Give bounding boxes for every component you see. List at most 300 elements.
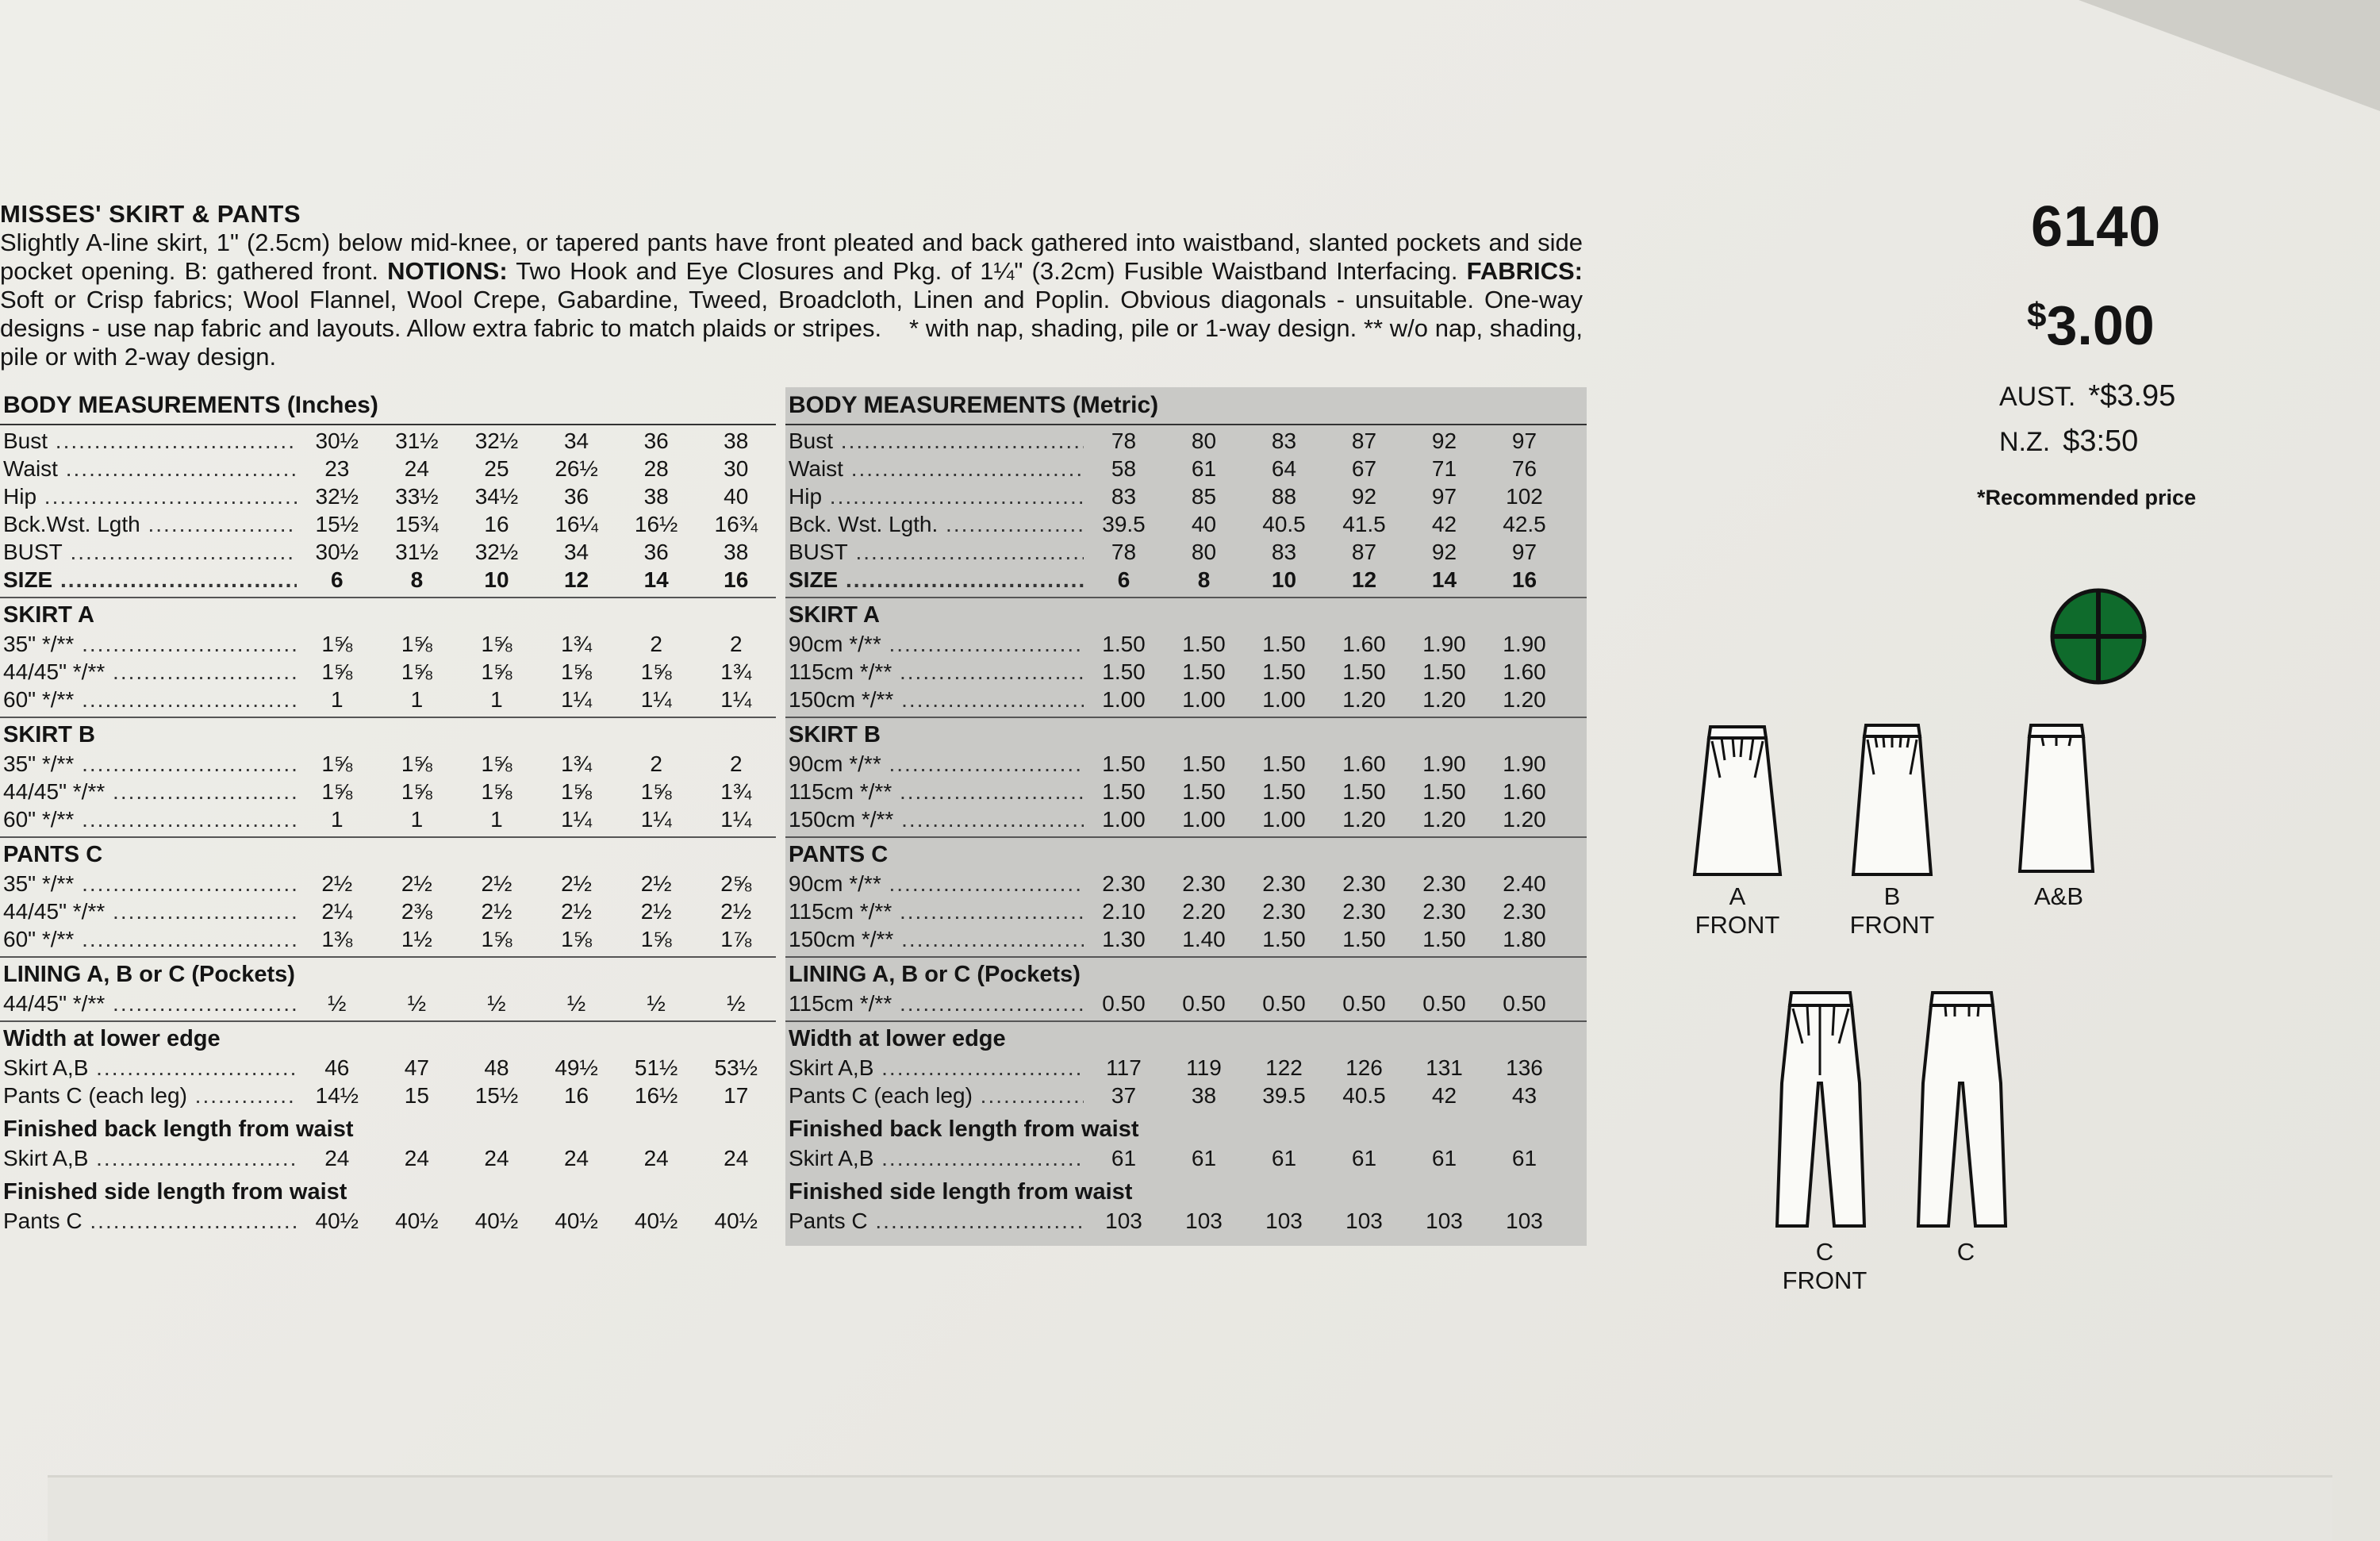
size-value-cell: 1 [490,807,503,832]
size-value-cell: 1⅝ [561,659,593,684]
row-label: Waist ..... [785,455,1084,482]
size-value-cell: 1⅝ [561,779,593,804]
row-label: BUST ..... [785,538,1084,566]
size-value-cell: 78 [1111,540,1137,564]
table-row [785,630,1587,658]
row-label: Bust ..... [0,427,297,455]
size-value-cell: 1½ [401,927,432,951]
size-value-cell: 1.50 [1262,751,1306,776]
size-value-cell: 1¼ [561,807,593,832]
size-value-cell: 2.30 [1182,871,1226,896]
row-label: 60" */** ..... [0,925,297,953]
size-value-cell: 41.5 [1342,512,1386,536]
size-value-cell: 17 [724,1083,749,1108]
row-label: 35" */** ..... [0,750,297,778]
size-value-cell: 97 [1431,484,1457,509]
size-value-cell: 1 [410,687,424,712]
size-value-cell: 16 [724,567,749,592]
size-value-cell: 2⅜ [401,899,432,924]
size-value-cell: 1.50 [1262,659,1306,684]
metric-section [785,1175,1587,1238]
size-value-cell: 31½ [395,428,439,453]
size-value-cell: 1⅜ [321,927,353,951]
price-amount: 3.00 [2046,294,2155,356]
size-value-cell: 16 [563,1083,589,1108]
table-row [785,658,1587,686]
size-value-cell: 58 [1111,456,1137,481]
row-label: 150cm */** ..... [785,925,1084,953]
size-value-cell: 43 [1511,1083,1537,1108]
pattern-title: MISSES' SKIRT & PANTS [0,200,301,228]
table-row [785,925,1587,953]
size-value-cell: 16 [484,512,509,536]
table-row [0,630,776,658]
table-row [785,427,1587,455]
size-value-cell: 126 [1345,1055,1383,1080]
table-row [0,750,776,778]
price-new-zealand [1999,425,2138,459]
table-row [0,566,776,594]
size-value-cell: 1.60 [1503,779,1546,804]
size-value-cell: 38 [1191,1083,1217,1108]
section-heading: Finished back length from waist [789,1116,1139,1142]
fabrics-text: Soft or Crisp fabrics; Wool Flannel, Wool Crepe, Gabardine, Tweed, Broadcloth, Linen and Poplin. Obvious diagonals - unsuitable. One-way designs - use nap fabric and layouts. Allow extra fabric to match plaids or stripes. [0,286,1583,342]
size-value-cell: 42.5 [1503,512,1546,536]
pattern-description [0,200,1583,371]
section-heading: PANTS C [3,842,103,867]
section-heading: Finished back length from waist [3,1116,354,1142]
size-value-cell: 103 [1426,1209,1463,1233]
size-value-cell: 12 [1351,567,1377,592]
size-value-cell: 61 [1111,1146,1137,1170]
skirt-b-front-label: B FRONT [1849,882,1935,939]
size-value-cell: 1.50 [1182,751,1226,776]
size-value-cell: 117 [1106,1055,1142,1080]
size-value-cell: 1¾ [561,632,593,656]
row-label: 150cm */** ..... [785,686,1084,713]
size-value-cell: 0.50 [1342,991,1386,1016]
pants-c-front-label: C FRONT [1782,1238,1868,1294]
size-value-cell: 16¾ [714,512,758,536]
table-row [0,510,776,538]
size-value-cell: 1.20 [1422,807,1466,832]
size-value-cell: 1.50 [1422,927,1466,951]
size-value-cell: 67 [1351,456,1377,481]
pants-c-back-sketch-icon [1910,988,2013,1234]
size-value-cell: 1.00 [1102,687,1146,712]
size-value-cell: 15¾ [395,512,439,536]
size-value-cell: 42 [1431,512,1457,536]
row-label: Pants C ..... [785,1207,1084,1235]
size-value-cell: 32½ [474,540,519,564]
size-value-cell: 1.50 [1342,927,1386,951]
row-label: 44/45" */** ..... [0,897,297,925]
size-value-cell: 0.50 [1503,991,1546,1016]
size-value-cell: 1 [330,687,344,712]
size-value-cell: 1.90 [1422,751,1466,776]
size-value-cell: 32½ [315,484,359,509]
table-row [0,805,776,833]
table-row [0,1054,776,1082]
size-value-cell: 2.30 [1422,871,1466,896]
size-value-cell: 1.50 [1262,927,1306,951]
size-value-cell: 30½ [315,428,359,453]
size-value-cell: 10 [484,567,509,592]
size-value-cell: 1.50 [1182,779,1226,804]
size-value-cell: 2⅝ [720,871,752,896]
row-label: SIZE ..... [0,566,297,594]
size-value-cell: 2.30 [1342,899,1386,924]
size-value-cell: 40½ [395,1209,439,1233]
table-row [785,686,1587,713]
table-row [785,1207,1587,1235]
size-value-cell: ½ [566,991,586,1016]
size-value-cell: 1.60 [1503,659,1546,684]
table-row [785,455,1587,482]
size-value-cell: 1.50 [1262,632,1306,656]
row-label: 60" */** ..... [0,686,297,713]
size-value-cell: 1¼ [720,807,752,832]
table-row [0,427,776,455]
size-value-cell: 40 [1191,512,1217,536]
size-value-cell: 0.50 [1422,991,1466,1016]
row-label: 44/45" */** ..... [0,990,297,1017]
size-value-cell: 14½ [315,1083,359,1108]
size-value-cell: 1⅝ [481,779,512,804]
size-value-cell: 40½ [474,1209,519,1233]
size-value-cell: 97 [1511,540,1537,564]
size-value-cell: 2½ [481,871,512,896]
table-row [785,538,1587,566]
size-value-cell: ½ [407,991,427,1016]
inches-section [0,718,776,838]
pattern-number: 6140 [2031,195,2162,259]
size-value-cell: 71 [1431,456,1457,481]
size-value-cell: 1⅝ [481,751,512,776]
size-value-cell: 1.20 [1342,807,1386,832]
inches-section [0,598,776,718]
nap-footnote: * with nap, shading, pile or 1-way design. ** w/o nap, shading, pile or with 2-way design. [0,314,1583,371]
section-heading: SKIRT A [789,602,880,628]
metric-section [785,425,1587,598]
size-value-cell: 92 [1431,540,1457,564]
size-value-cell: ½ [727,991,746,1016]
size-value-cell: 37 [1111,1083,1137,1108]
size-value-cell: 1.50 [1342,659,1386,684]
metric-section [785,838,1587,958]
table-row [785,750,1587,778]
size-value-cell: 48 [484,1055,509,1080]
size-value-cell: 92 [1431,428,1457,453]
size-value-cell: 15½ [315,512,359,536]
inches-chart-title: BODY MEASUREMENTS (Inches) [0,387,776,425]
size-value-cell: 1⅝ [321,659,353,684]
size-value-cell: 2.30 [1262,899,1306,924]
size-value-cell: 47 [404,1055,429,1080]
section-heading: LINING A, B or C (Pockets) [789,962,1081,987]
size-value-cell: 1.50 [1102,779,1146,804]
size-value-cell: 83 [1111,484,1137,509]
row-label: 150cm */** ..... [785,805,1084,833]
size-value-cell: 24 [484,1146,509,1170]
row-label: 90cm */** ..... [785,750,1084,778]
size-value-cell: 1.60 [1342,632,1386,656]
metric-chart-title: BODY MEASUREMENTS (Metric) [785,387,1587,425]
skirt-a-front-sketch-icon [1690,722,1785,881]
size-value-cell: 80 [1191,428,1217,453]
table-row [0,455,776,482]
size-value-cell: 1⅝ [481,659,512,684]
size-value-cell: 2½ [640,899,672,924]
size-value-cell: 92 [1351,484,1377,509]
size-value-cell: 24 [404,456,429,481]
row-label: Pants C (each leg) ..... [0,1082,297,1109]
metric-section [785,958,1587,1022]
size-value-cell: 87 [1351,540,1377,564]
section-heading: Finished side length from waist [789,1179,1133,1205]
size-value-cell: 10 [1271,567,1297,592]
row-label: Pants C (each leg) ..... [785,1082,1084,1109]
size-value-cell: 14 [643,567,669,592]
size-value-cell: 51½ [634,1055,678,1080]
size-value-cell: 1⅝ [640,659,672,684]
size-value-cell: 1 [330,807,344,832]
size-value-cell: 2.10 [1102,899,1146,924]
size-value-cell: 36 [643,540,669,564]
section-heading: SKIRT B [3,722,95,747]
inches-section [0,1113,776,1175]
skirt-a-front-label: A FRONT [1695,882,1780,939]
row-label: 115cm */** ..... [785,778,1084,805]
size-value-cell: 15½ [474,1083,519,1108]
metric-chart [785,387,1587,1246]
size-value-cell: 1.90 [1422,632,1466,656]
table-row [0,482,776,510]
inches-chart [0,387,776,1238]
size-value-cell: 80 [1191,540,1217,564]
size-value-cell: 38 [724,428,749,453]
size-value-cell: 1.80 [1503,927,1546,951]
size-value-cell: 119 [1186,1055,1222,1080]
size-value-cell: 103 [1506,1209,1543,1233]
size-value-cell: 24 [563,1146,589,1170]
size-value-cell: 97 [1511,428,1537,453]
section-heading: LINING A, B or C (Pockets) [3,962,295,987]
table-row [785,1144,1587,1172]
size-value-cell: 1.00 [1182,807,1226,832]
size-value-cell: 1.50 [1102,659,1146,684]
inches-section [0,958,776,1022]
size-value-cell: 1.50 [1102,751,1146,776]
table-row [0,990,776,1017]
size-value-cell: 2.30 [1262,871,1306,896]
size-value-cell: 31½ [395,540,439,564]
size-value-cell: 2.30 [1102,871,1146,896]
row-label: Hip ..... [0,482,297,510]
size-value-cell: 6 [330,567,344,592]
size-value-cell: 2½ [561,899,593,924]
size-value-cell: 122 [1265,1055,1303,1080]
skirt-ab-back-label: A&B [2033,882,2084,910]
table-row [0,778,776,805]
size-value-cell: 1¼ [561,687,593,712]
size-value-cell: 32½ [474,428,519,453]
size-value-cell: 16 [1511,567,1537,592]
size-value-cell: 78 [1111,428,1137,453]
size-value-cell: 24 [724,1146,749,1170]
size-value-cell: ½ [487,991,506,1016]
metric-section [785,1113,1587,1175]
green-cross-emblem-icon [2049,587,2148,686]
size-value-cell: 87 [1351,428,1377,453]
size-value-cell: 6 [1117,567,1130,592]
size-value-cell: 30 [724,456,749,481]
size-value-cell: 1⅝ [481,632,512,656]
size-value-cell: 26½ [555,456,598,481]
size-value-cell: 0.50 [1262,991,1306,1016]
section-heading: SKIRT B [789,722,881,747]
size-value-cell: 40½ [634,1209,678,1233]
price-label-aust: AUST. [1999,382,2076,412]
table-row [785,990,1587,1017]
size-value-cell: 2½ [561,871,593,896]
row-label: Skirt A,B ..... [0,1144,297,1172]
size-value-cell: ½ [647,991,666,1016]
section-heading: Width at lower edge [789,1026,1006,1051]
pants-c-front-sketch-icon [1769,988,1872,1234]
size-value-cell: 1.20 [1503,807,1546,832]
size-value-cell: 8 [1197,567,1211,592]
size-value-cell: 1.50 [1422,659,1466,684]
table-row [0,658,776,686]
size-value-cell: 24 [643,1146,669,1170]
size-value-cell: 1¾ [720,779,752,804]
size-value-cell: 103 [1105,1209,1142,1233]
row-label: 35" */** ..... [0,870,297,897]
section-heading: SKIRT A [3,602,94,628]
table-row [785,566,1587,594]
size-value-cell: 2½ [401,871,432,896]
size-value-cell: 40.5 [1262,512,1306,536]
size-value-cell: 2 [650,751,662,776]
size-value-cell: 2 [729,751,743,776]
size-value-cell: 64 [1271,456,1297,481]
section-heading: PANTS C [789,842,889,867]
size-value-cell: 1.20 [1503,687,1546,712]
size-value-cell: 61 [1351,1146,1377,1170]
size-value-cell: 38 [643,484,669,509]
size-value-cell: 61 [1191,456,1217,481]
price-australia [1999,379,2175,413]
table-row [0,1144,776,1172]
table-row [0,925,776,953]
size-value-cell: 40.5 [1342,1083,1386,1108]
row-label: 115cm */** ..... [785,897,1084,925]
size-value-cell: 42 [1431,1083,1457,1108]
table-row [0,870,776,897]
notions-text: Two Hook and Eye Closures and Pkg. of 1¼" (3.2cm) Fusible Waistband Interfacing. [516,257,1458,285]
size-value-cell: 24 [404,1146,429,1170]
table-row [785,778,1587,805]
size-value-cell: 61 [1431,1146,1457,1170]
size-value-cell: 1⅝ [401,751,432,776]
size-value-cell: 0.50 [1102,991,1146,1016]
row-label: Bck. Wst. Lgth. ..... [785,510,1084,538]
size-value-cell: 103 [1185,1209,1223,1233]
table-row [785,482,1587,510]
envelope-corner-fold [2079,0,2380,111]
price-value-aust: *$3.95 [2088,379,2176,413]
size-value-cell: 36 [643,428,669,453]
table-row [0,686,776,713]
size-value-cell: 0.50 [1182,991,1226,1016]
size-value-cell: 25 [484,456,509,481]
size-value-cell: 1.60 [1342,751,1386,776]
size-value-cell: 1¼ [720,687,752,712]
price [2027,294,2155,357]
size-value-cell: 1¼ [640,807,672,832]
size-value-cell: 136 [1506,1055,1543,1080]
row-label: Skirt A,B ..... [785,1054,1084,1082]
row-label: Skirt A,B ..... [785,1144,1084,1172]
size-value-cell: 1⅞ [720,927,752,951]
size-value-cell: 1.50 [1102,632,1146,656]
size-value-cell: 1.50 [1182,632,1226,656]
size-value-cell: 83 [1271,540,1297,564]
size-value-cell: 40½ [555,1209,598,1233]
metric-section [785,1022,1587,1113]
fabrics-label: FABRICS: [1466,257,1583,285]
size-value-cell: 1⅝ [561,927,593,951]
size-value-cell: 2½ [640,871,672,896]
section-heading: Finished side length from waist [3,1179,347,1205]
size-value-cell: 16½ [634,512,678,536]
row-label: SIZE ..... [785,566,1084,594]
row-label: Waist ..... [0,455,297,482]
size-value-cell: 1.30 [1102,927,1146,951]
size-value-cell: 83 [1271,428,1297,453]
size-value-cell: 61 [1511,1146,1537,1170]
size-value-cell: 2.30 [1342,871,1386,896]
table-row [785,870,1587,897]
size-value-cell: 102 [1506,484,1543,509]
size-value-cell: 2½ [321,871,353,896]
row-label: 90cm */** ..... [785,870,1084,897]
size-value-cell: 1⅝ [321,632,353,656]
size-value-cell: 2.30 [1503,899,1546,924]
size-value-cell: 8 [410,567,424,592]
price-symbol: $ [2027,296,2047,335]
size-value-cell: 1.00 [1262,807,1306,832]
size-value-cell: 61 [1271,1146,1297,1170]
size-value-cell: 1⅝ [401,779,432,804]
row-label: Pants C ..... [0,1207,297,1235]
size-value-cell: 1¾ [720,659,752,684]
recommended-price-note: *Recommended price [1977,486,2197,509]
size-value-cell: 36 [563,484,589,509]
row-label: 35" */** ..... [0,630,297,658]
size-value-cell: 46 [324,1055,350,1080]
size-value-cell: 2.40 [1503,871,1546,896]
inches-section [0,425,776,598]
metric-section [785,598,1587,718]
size-value-cell: 12 [563,567,589,592]
size-value-cell: 1⅝ [640,927,672,951]
size-value-cell: 1.50 [1262,779,1306,804]
metric-section [785,718,1587,838]
size-value-cell: 1.40 [1182,927,1226,951]
size-value-cell: 2 [650,632,662,656]
